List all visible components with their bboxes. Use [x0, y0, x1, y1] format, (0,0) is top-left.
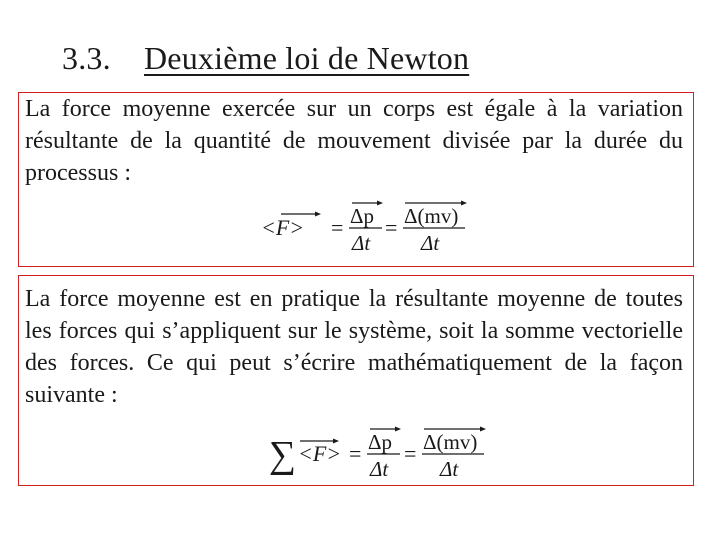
frac1-numerator: Δp [350, 204, 375, 228]
formula-equals-2: = [404, 441, 417, 466]
definition-box [18, 92, 694, 267]
definition-text: La force moyenne exercée sur un corps est égale à la variation résultante de la quantité de mouvement divisée par la durée du processus : [25, 96, 683, 186]
formula-lhs: <F> [261, 215, 305, 240]
title-text: Deuxième loi de Newton [144, 40, 470, 76]
vector-arrowhead-f [315, 212, 321, 217]
vector-arrowhead-mv [480, 427, 486, 432]
formula-lhs: <F> [298, 441, 342, 466]
frac1-numerator: Δp [368, 430, 393, 454]
frac1-denominator: Δt [370, 457, 389, 481]
frac2-numerator: Δ(mv) [423, 430, 478, 454]
frac2-numerator: Δ(mv) [404, 204, 459, 228]
resultant-box [18, 275, 694, 486]
vector-arrowhead-p [377, 201, 383, 206]
sigma-symbol: ∑ [269, 434, 297, 476]
vector-arrowhead-p [395, 427, 401, 432]
formula-equals-1: = [331, 215, 344, 240]
sum-of-forces-formula [269, 420, 499, 482]
average-force-formula [261, 197, 481, 257]
formula-equals-2: = [385, 215, 398, 240]
vector-arrowhead-mv [461, 201, 467, 206]
frac2-denominator: Δt [440, 457, 459, 481]
resultant-text: La force moyenne est en pratique la résultante moyenne de toutes les forces qui s’appliquent sur le système, soit la somme vectorielle des forces. Ce qui peut s’écrire mathématiquement de la façon suivante : [25, 286, 683, 408]
slide-title [62, 40, 469, 77]
section-number: 3.3. [62, 40, 111, 76]
frac2-denominator: Δt [421, 231, 440, 255]
formula-equals-1: = [349, 441, 362, 466]
frac1-denominator: Δt [352, 231, 371, 255]
